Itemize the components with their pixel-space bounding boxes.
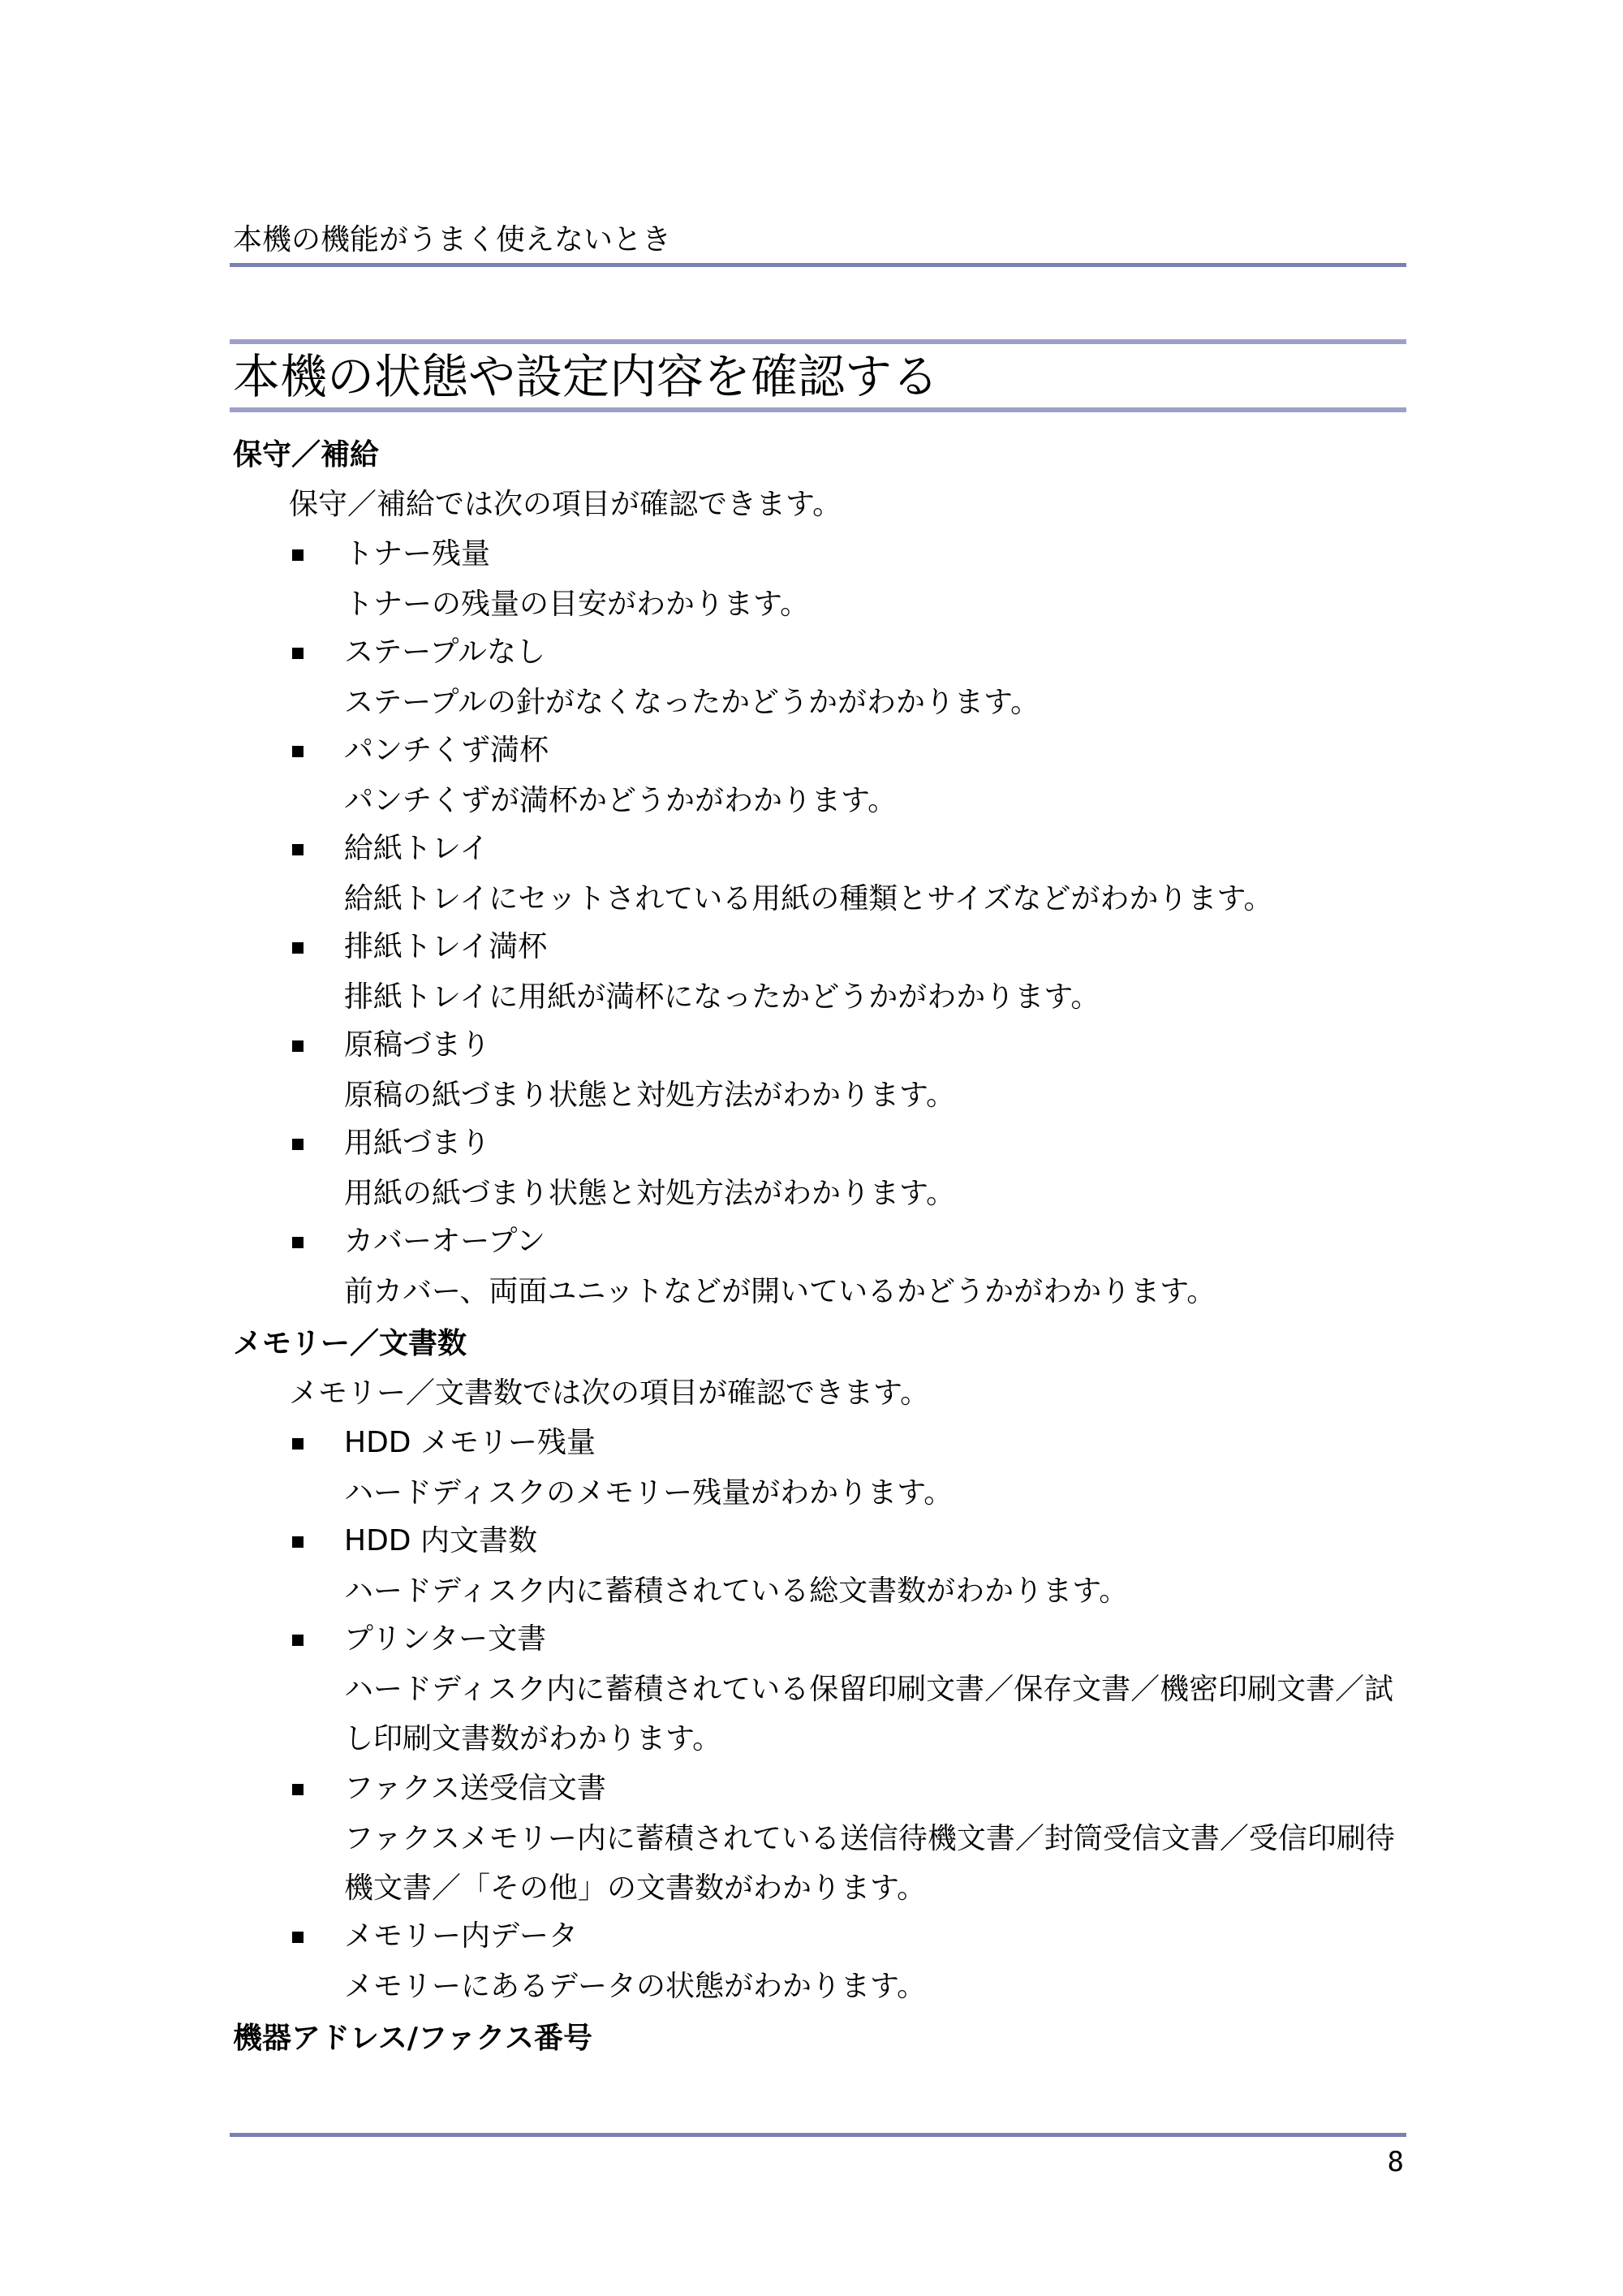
bullet-icon: [292, 1438, 304, 1450]
page-number: 8: [1387, 2146, 1404, 2178]
bullet-icon: [292, 1784, 304, 1795]
bullet-icon: [292, 1536, 304, 1548]
header-rule: [230, 263, 1406, 267]
page-title: 本機の状態や設定内容を確認する: [233, 349, 940, 404]
item-desc: トナーの残量の目安がわかります。: [344, 588, 810, 621]
item-title: パンチくず満杯: [344, 734, 549, 767]
section-intro-maintenance: 保守／補給では次の項目が確認できます。: [289, 488, 842, 521]
item-desc: 給紙トレイにセットされている用紙の種類とサイズなどがわかります。: [344, 882, 1273, 915]
item-title: 給紙トレイ: [344, 832, 489, 865]
item-title: HDD メモリー残量: [344, 1426, 596, 1459]
bullet-icon: [292, 1040, 304, 1052]
section-intro-memory: メモリー／文書数では次の項目が確認できます。: [289, 1376, 930, 1410]
item-title: カバーオープン: [344, 1225, 546, 1258]
bullet-icon: [292, 844, 304, 855]
section-heading-address: 機器アドレス/ファクス番号: [233, 2022, 592, 2055]
item-desc: メモリーにあるデータの状態がわかります。: [344, 1970, 927, 2003]
section-heading-maintenance: 保守／補給: [233, 438, 380, 472]
bullet-icon: [292, 549, 304, 561]
item-title: プリンター文書: [344, 1622, 547, 1656]
item-desc: 用紙の紙づまり状態と対処方法がわかります。: [344, 1177, 956, 1210]
item-title: HDD 内文書数: [344, 1524, 537, 1557]
item-title: 用紙づまり: [344, 1126, 491, 1160]
item-desc: ステープルの針がなくなったかどうかがわかります。: [344, 686, 1040, 719]
bullet-icon: [292, 1635, 304, 1646]
footer-rule: [230, 2133, 1406, 2137]
title-rule-top: [230, 339, 1406, 344]
bullet-icon: [292, 1932, 304, 1943]
title-rule-bottom: [230, 407, 1406, 412]
item-desc: 排紙トレイに用紙が満杯になったかどうかがわかります。: [344, 980, 1100, 1014]
item-desc: 前カバー、両面ユニットなどが開いているかどうかがわかります。: [344, 1275, 1216, 1308]
bullet-icon: [292, 1237, 304, 1248]
item-title: ステープルなし: [344, 635, 546, 669]
item-title: 原稿づまり: [344, 1028, 491, 1062]
item-desc: パンチくずが満杯かどうかがわかります。: [344, 784, 898, 817]
item-desc: ハードディスクのメモリー残量がわかります。: [344, 1476, 954, 1510]
bullet-icon: [292, 648, 304, 659]
section-heading-memory: メモリー／文書数: [233, 1327, 467, 1360]
item-title: ファクス送受信文書: [344, 1772, 606, 1805]
item-title: 排紙トレイ満杯: [344, 930, 548, 963]
item-desc: 原稿の紙づまり状態と対処方法がわかります。: [344, 1079, 956, 1112]
item-title: トナー残量: [344, 537, 491, 571]
item-desc: ハードディスク内に蓄積されている総文書数がわかります。: [344, 1574, 1129, 1608]
bullet-icon: [292, 942, 304, 954]
item-desc: ファクスメモリー内に蓄積されている送信待機文書／封筒受信文書／受信印刷待機文書／「その他」の文書数がわかります。: [344, 1822, 1395, 1905]
bullet-icon: [292, 1139, 304, 1150]
running-header: 本機の機能がうまく使えないとき: [233, 223, 672, 256]
bullet-icon: [292, 746, 304, 757]
item-desc: ハードディスク内に蓄積されている保留印刷文書／保存文書／機密印刷文書／試し印刷文書数がわかります。: [344, 1673, 1394, 1755]
item-title: メモリー内データ: [344, 1919, 579, 1953]
